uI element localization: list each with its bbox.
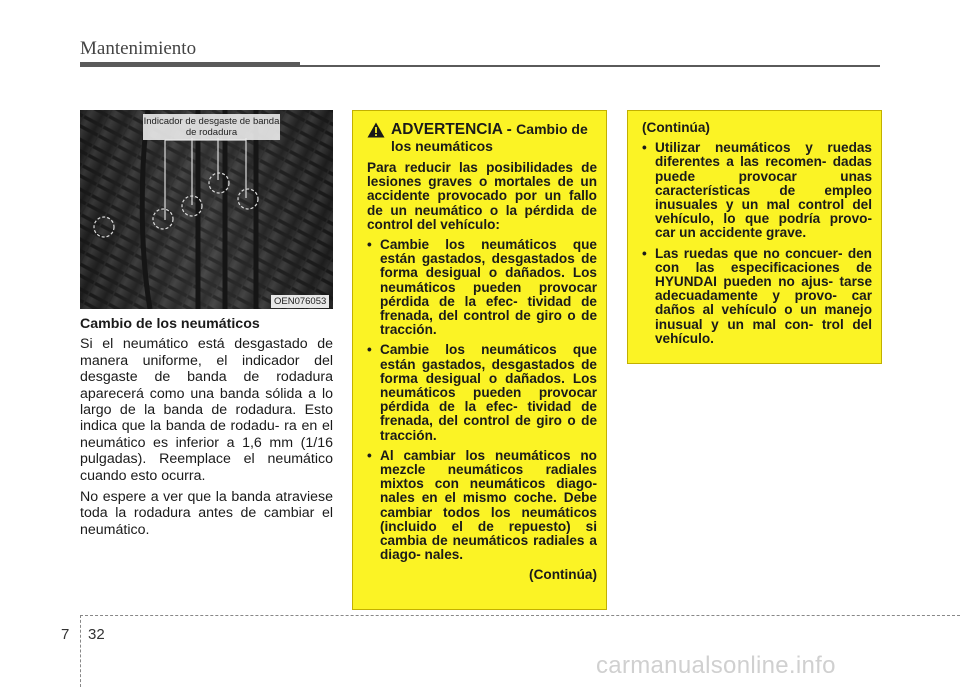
warning-item: • Las ruedas que no concuer- den con las especificaciones de HYUNDAI pueden no ajus- tarse adecuadamente y provo- car daños al vehículo o un manejo inusual y un mal con- trol del vehículo. [642,247,872,346]
section-title: Mantenimiento [80,38,197,59]
warning-list [642,141,872,346]
subheading: Cambio de los neumáticos [80,316,260,332]
footer-rule [80,615,960,616]
paragraph: Si el neumático está desgastado de manera uniforme, el indicador del desgaste de banda de rodadura aparecerá como una banda sólida a lo largo de la banda de rodadura. Esto indica que la banda de rodadu- ra en el neumático es inferior a 1,6 mm (1/16 pulgadas). Reemplace el neumático cuando esto ocurra. [80,336,333,484]
continue-label: (Continúa) [529,567,597,583]
header-rule [80,62,300,67]
page-number: 32 [88,626,105,643]
warning-title-main: ADVERTENCIA - [391,121,512,138]
chapter-number: 7 [61,626,70,643]
figure-code: OEN076053 [271,295,329,308]
warning-item: • Al cambiar los neumáticos no mezcle neumáticos radiales mixtos con neumáticos diago- nales en el mismo coche. Debe cambiar todos los neumáticos (incluido el de repuesto) si cambia de neumáticos radiales a diago- nales. [367,449,597,563]
left-column [80,316,333,543]
warning-subtitle: Cambio de los neumáticos [391,121,588,154]
header-rule-thin [300,65,880,67]
warning-intro: Para reducir las posibilidades de lesiones graves o mortales de un accidente provocado por un fallo de un neumático o la pérdida de control del vehículo: [367,160,597,232]
paragraph: No espere a ver que la banda atraviese toda la rodadura antes de cambiar el neumático. [80,489,333,538]
continued-label: (Continúa) [642,120,710,135]
warning-title [391,121,597,155]
warning-item: • Cambie los neumáticos que están gastados, desgastados de forma desigual o dañados. Los neumáticos pueden provocar pérdida de la efec- tividad de frenada, del control de giro o de tracción. [367,238,597,337]
warning-header [367,121,597,155]
watermark: carmanualsonline.info [596,652,836,679]
footer-rule-vertical [80,615,81,687]
warning-box [352,110,607,610]
warning-list [367,238,597,562]
warning-triangle-icon [367,122,385,138]
warning-box-continued [627,110,882,364]
warning-item: • Cambie los neumáticos que están gastados, desgastados de forma desigual o dañados. Los neumáticos pueden provocar pérdida de la efec- tividad de frenada, del control de giro o de tracción. [367,343,597,442]
warning-item: • Utilizar neumáticos y ruedas diferentes a las recomen- dadas puede provocar unas características de empleo inusuales y un mal control del vehículo, lo que podría provo- car un accidente grave. [642,141,872,240]
figure-callout-label: Indicador de desgaste de banda de rodadura [143,116,280,138]
